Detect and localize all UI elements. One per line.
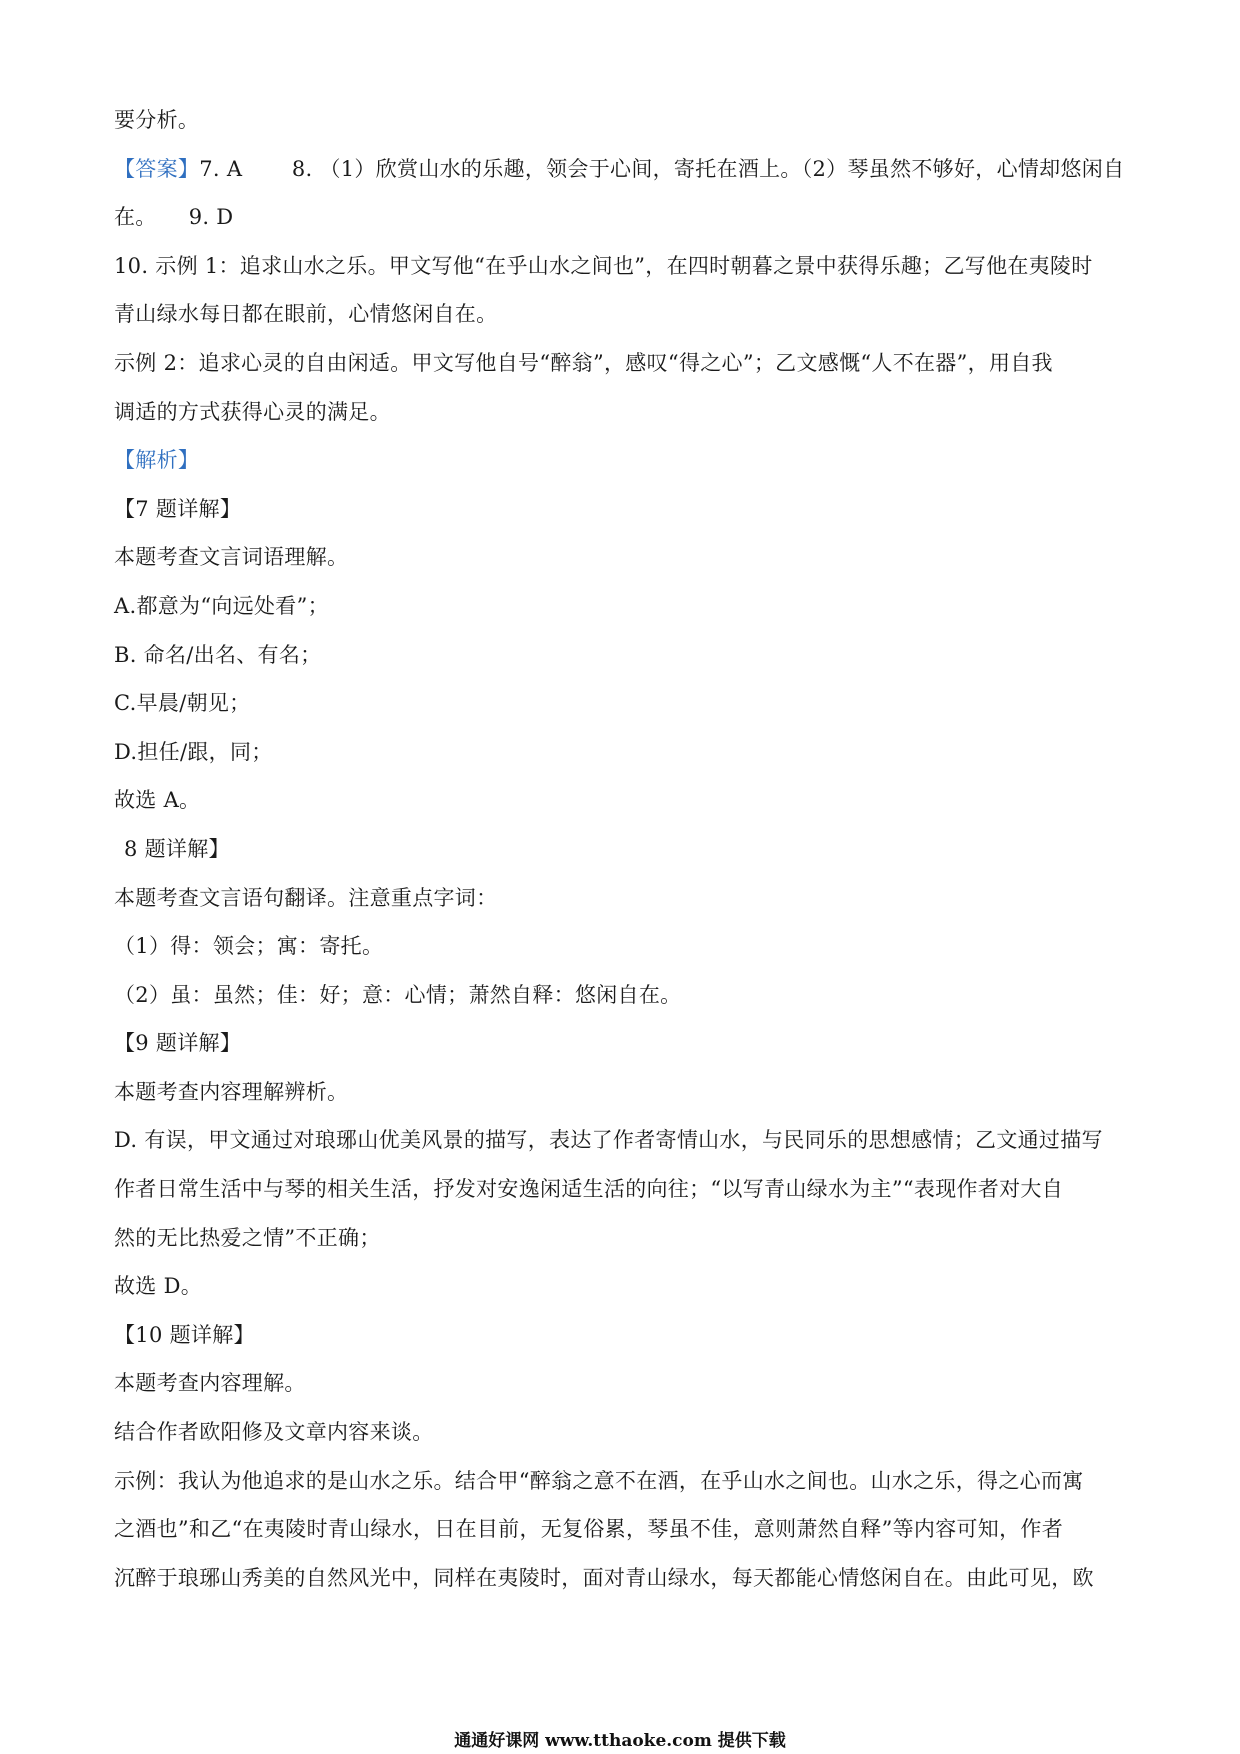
text-line: （2）虽：虽然；佳：好；意：心情；萧然自释：悠闲自在。 (114, 982, 682, 1007)
section-heading-10: 【10 题详解】 (114, 1322, 255, 1347)
document-body (114, 96, 1134, 1602)
text-line: 要分析。 (114, 108, 200, 132)
text-line: 本题考查文言词语理解。 (114, 545, 349, 570)
section-heading-8: 8 题详解】 (124, 836, 230, 861)
text-line: 作者日常生活中与琴的相关生活，抒发对安逸闲适生活的向往；“以写青山绿水为主”“表现作者对大自 (114, 1177, 1064, 1202)
text-line: 调适的方式获得心灵的满足。 (114, 399, 391, 424)
text-line: 在。 9. D (114, 205, 234, 230)
text-line: C.早晨/朝见； (114, 691, 251, 716)
text-line: D. 有误，甲文通过对琅琊山优美风景的描写，表达了作者寄情山水，与民同乐的思想感情；乙文通过描写 (114, 1128, 1103, 1153)
text-line: A.都意为“向远处看”； (114, 593, 329, 618)
text-line: 故选 D。 (114, 1274, 203, 1299)
text-line: 结合作者欧阳修及文章内容来谈。 (114, 1420, 434, 1445)
text-line: 青山绿水每日都在眼前，心情悠闲自在。 (114, 302, 498, 327)
section-heading-7: 【7 题详解】 (114, 496, 242, 521)
text-line: 示例 2：追求心灵的自由闲适。甲文写他自号“醉翁”，感叹“得之心”；乙文感慨“人不在器”，用自我 (114, 350, 1053, 375)
text-line: 本题考查内容理解。 (114, 1371, 306, 1396)
text-line: 10. 示例 1：追求山水之乐。甲文写他“在乎山水之间也”，在四时朝暮之景中获得乐趣；乙写他在夷陵时 (114, 253, 1093, 278)
text-line: B. 命名/出名、有名； (114, 642, 322, 667)
text-line: 本题考查内容理解辨析。 (114, 1079, 349, 1104)
text-line: 本题考查文言语句翻译。注意重点字词： (114, 885, 498, 910)
analysis-heading: 【解析】 (114, 448, 200, 473)
text-line: 示例：我认为他追求的是山水之乐。结合甲“醉翁之意不在酒，在乎山水之间也。山水之乐，得之心而寓 (114, 1468, 1084, 1493)
section-heading-9: 【9 题详解】 (114, 1031, 242, 1056)
text-line: 故选 A。 (114, 788, 201, 813)
answer-line (114, 145, 1134, 194)
page-footer: 通通好课网 www.tthaoke.com 提供下载 (454, 1731, 786, 1751)
text-line: 沉醉于琅琊山秀美的自然风光中，同样在夷陵时，面对青山绿水，每天都能心情悠闲自在。由此可见，欧 (114, 1565, 1094, 1590)
answer-label: 【答案】 (114, 156, 200, 181)
answer-text: 7. A 8. （1）欣赏山水的乐趣，领会于心间，寄托在酒上。（2）琴虽然不够好，心情却悠闲自 (199, 156, 1125, 181)
text-line: （1）得：领会；寓：寄托。 (114, 934, 384, 959)
text-line: 之酒也”和乙“在夷陵时青山绿水，日在目前，无复俗累，琴虽不佳，意则萧然自释”等内容可知，作者 (114, 1517, 1064, 1542)
text-line: 然的无比热爱之情”不正确； (114, 1225, 381, 1250)
text-line: D.担任/跟，同； (114, 739, 273, 764)
